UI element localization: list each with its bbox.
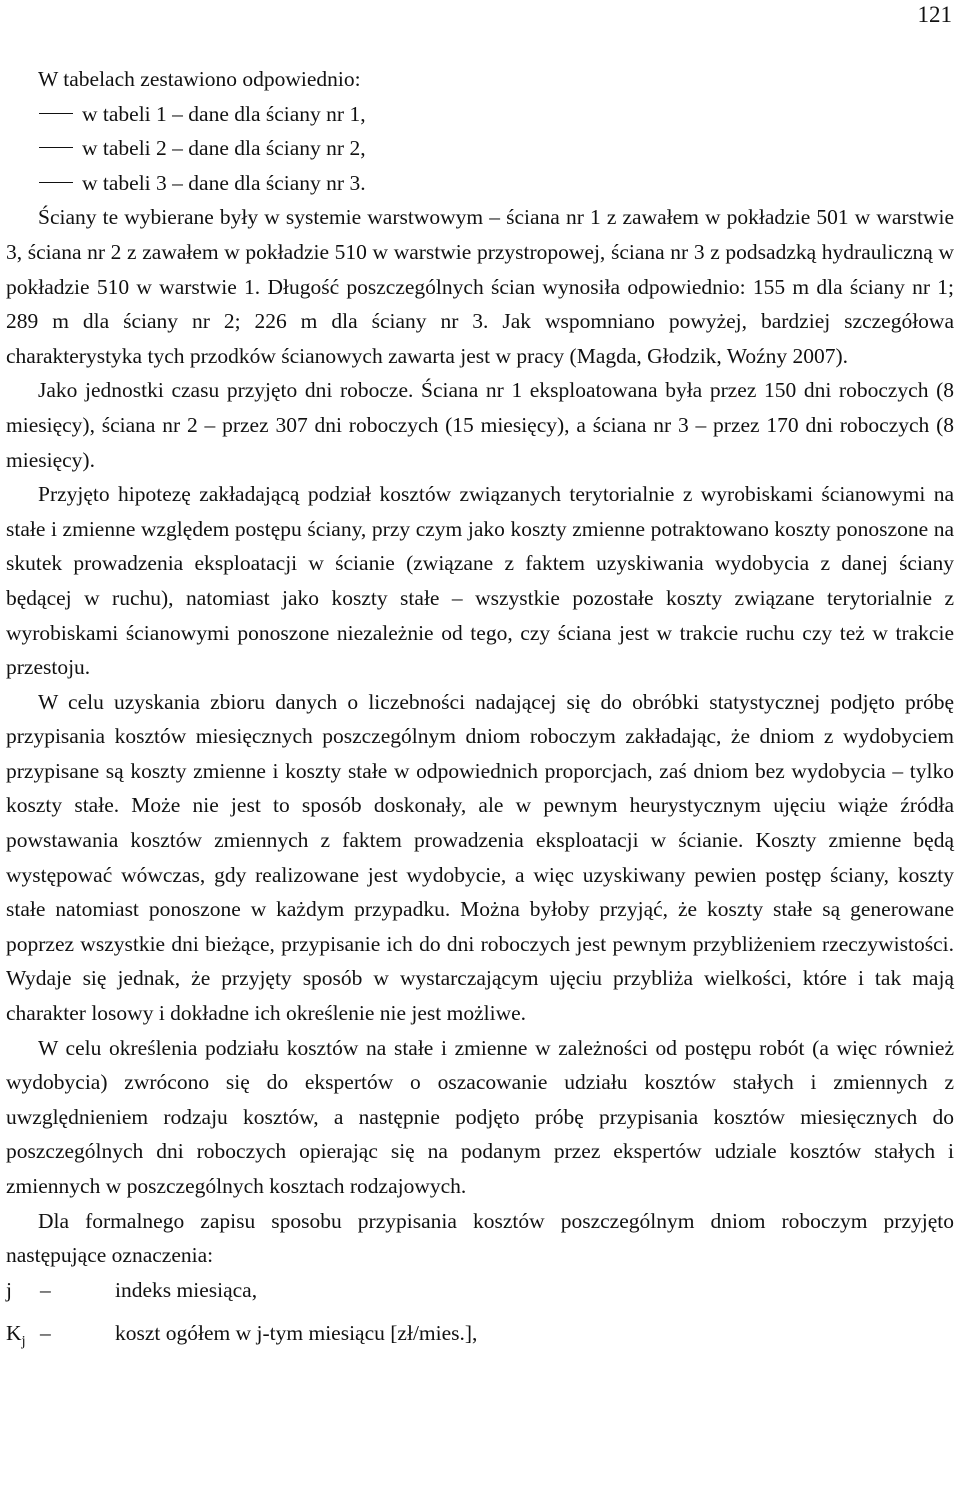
paragraph: Ściany te wybierane były w systemie warstwowym – ściana nr 1 z zawałem w pokładzie 501 w warstwie 3, ściana nr 2 z zawałem w pokładzie 510 w warstwie przystropowej, ściana nr 3 z podsadzką hydrauliczną w pokładzie 510 w warstwie 1. Długość poszczególnych ścian wynosiła odpowiednio: 155 m dla ściany nr 1; 289 m dla ściany nr 2; 226 m dla ściany nr 3. Jak wspomniano powyżej, bardziej szczegółowa charakterystyka tych przodków ścianowych zawarta jest w pracy (Magda, Głodzik, Woźny 2007). [6,205,954,368]
notation-row [6,1316,954,1359]
paragraph: W celu określenia podziału kosztów na stałe i zmienne w zależności od postępu robót (a więc również wydobycia) zwrócono się do ekspertów o oszacowanie udziału kosztów stałych i zmiennych z uwzględnieniem rodzaju kosztów, a następnie podjęto próbę przypisania kosztów miesięcznych do poszczególnych dni roboczych opierając się na podanym przez ekspertów udziale kosztów stałych i zmiennych w poszczególnych kosztach rodzajowych. [6,1035,954,1198]
paragraph: Przyjęto hipotezę zakładającą podział kosztów związanych terytorialnie z wyrobiskami ścianowymi na stałe i zmienne względem postępu ściany, przy czym jako koszty zmienne potraktowano koszty ponoszone na skutek prowadzenia eksploatacji w ścianie (związane z faktem uzyskiwania wydobycia z danej ściany będącej w ruchu), natomiast jako koszty stałe – wszystkie pozostałe koszty związane terytorialnie z wyrobiskami ścianowymi ponoszone niezależnie od tego, czy ściana jest w trakcie ruchu czy też w trakcie przestoju. [6,482,954,680]
paragraph: W celu uzyskania zbioru danych o liczebności nadającej się do obróbki statystycznej podjęto próbę przypisania kosztów miesięcznych poszczególnym dniom roboczym zakładając, że dniom z wydobyciem przypisane są koszty zmienne i koszty stałe w odpowiednich proporcjach, zaś dniom bez wydobycia – tylko koszty stałe. Może nie jest to sposób doskonały, ale w pewnym heurystycznym ujęciu wiąże źródła powstawania kosztów zmiennych z faktem prowadzenia eksploatacji w ścianie. Koszty zmienne będą występować wówczas, gdy realizowane jest wydobycie, a więc uzyskiwany pewien postęp ściany, koszty stałe natomiast ponoszone w każdym przypadku. Można byłoby przyjąć, że koszty stałe są generowane poprzez wszystkie dni bieżące, przypisanie ich do dni roboczych jest pewnym przybliżeniem rzeczywistości. Wydaje się jednak, że przyjęty sposób w wystarczającym ujęciu przybliża wielkości, które i tak mają charakter losowy i dokładne ich określenie nie jest możliwe. [6,689,954,1026]
notation-list [6,1273,954,1359]
notation-dash: – [40,1277,51,1302]
notation-dash: – [40,1320,51,1345]
intro-text: W tabelach zestawiono odpowiednio: [38,67,361,91]
paragraph: Dla formalnego zapisu sposobu przypisania kosztów poszczególnym dniom roboczym przyjęto następujące oznaczenia: [6,1208,954,1268]
notation-description: indeks miesiąca, [115,1277,258,1302]
list-item: w tabeli 1 – dane dla ściany nr 1, [6,97,954,132]
list-item: w tabeli 3 – dane dla ściany nr 3. [6,166,954,201]
page-body [6,62,954,1359]
list-item: w tabeli 2 – dane dla ściany nr 2, [6,131,954,166]
paragraph: Jako jednostki czasu przyjęto dni robocze. Ściana nr 1 eksploatowana była przez 150 dni roboczych (8 miesięcy), ściana nr 2 – przez 307 dni roboczych (15 miesięcy), a ściana nr 3 – przez 170 dni roboczych (8 miesięcy). [6,378,954,472]
dash-icon [39,113,73,114]
notation-row [6,1273,954,1316]
dash-icon [39,182,73,183]
notation-description: koszt ogółem w j-tym miesiącu [zł/mies.], [115,1320,478,1345]
page-number: 121 [917,2,952,27]
notation-symbol: $K_j$ [6,1320,26,1349]
table-list [6,97,954,201]
dash-icon [39,147,73,148]
notation-symbol: j [6,1277,12,1302]
